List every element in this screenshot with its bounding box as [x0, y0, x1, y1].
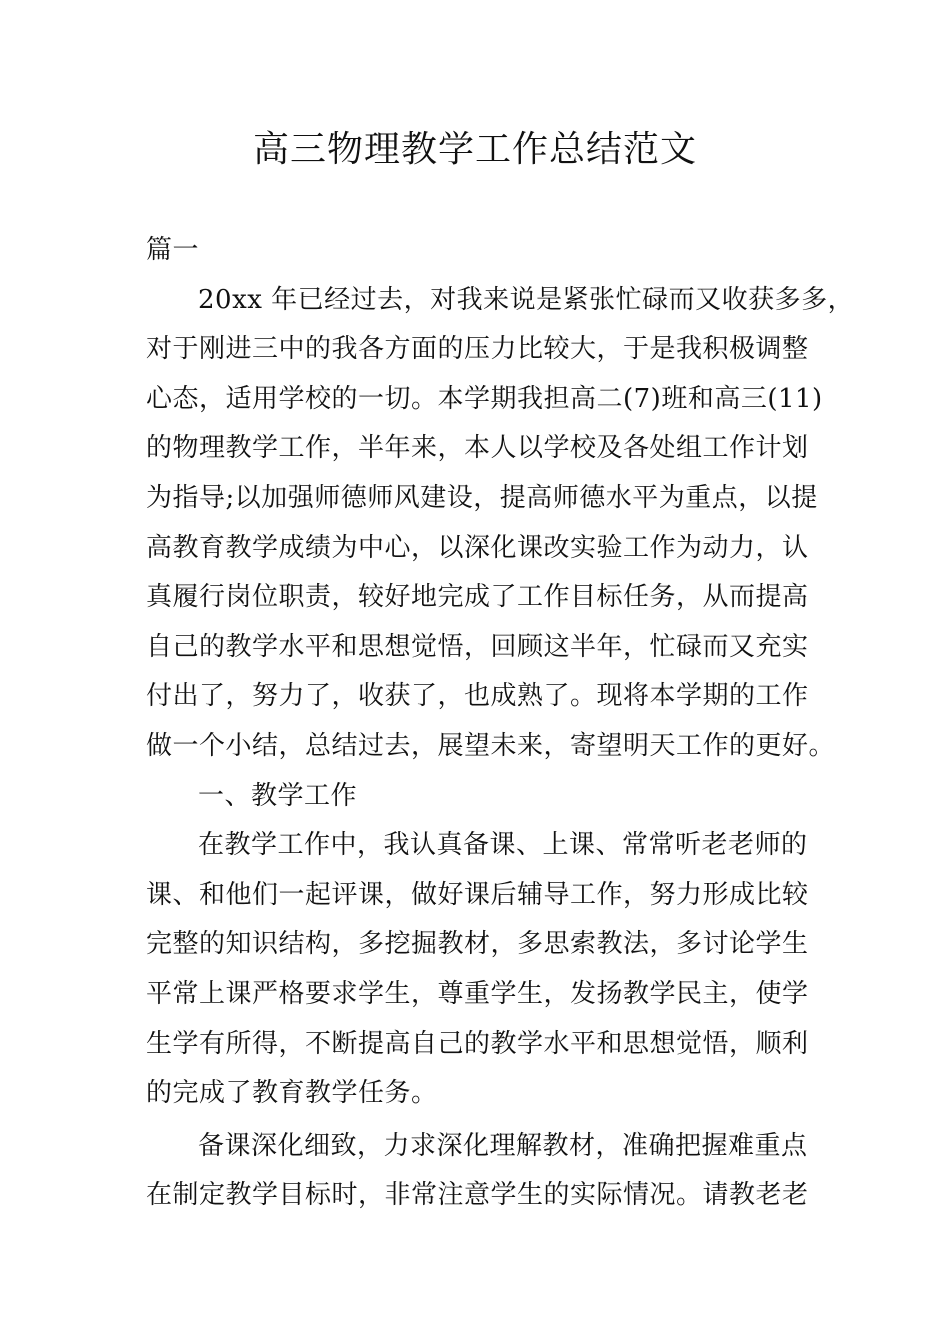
document-title: 高三物理教学工作总结范文	[252, 129, 697, 170]
paragraph-line: 自己的教学水平和思想觉悟，回顾这半年，忙碌而又充实	[146, 631, 809, 662]
paragraph-line: 在教学工作中，我认真备课、上课、常常听老老师的	[198, 830, 808, 861]
paragraph-line: 完整的知识结构，多挖掘教材，多思索教法，多讨论学生	[146, 929, 809, 960]
paragraph-line: 付出了，努力了，收获了，也成熟了。现将本学期的工作	[146, 681, 809, 712]
paragraph-line: 生学有所得，不断提高自己的教学水平和思想觉悟，顺利	[146, 1028, 809, 1059]
paragraph-line: 的物理教学工作，半年来，本人以学校及各处组工作计划	[146, 433, 809, 464]
section-label: 篇一	[146, 235, 200, 265]
paragraph-line: 在制定教学目标时，非常注意学生的实际情况。请教老老	[146, 1180, 809, 1211]
paragraph-line: 高教育教学成绩为中心，以深化课改实验工作为动力，认	[146, 532, 809, 563]
paragraph-line: 为指导;以加强师德师风建设，提高师德水平为重点，以提	[146, 482, 818, 513]
section-heading: 一、教学工作	[198, 780, 358, 811]
paragraph-line: 真履行岗位职责，较好地完成了工作目标任务，从而提高	[146, 582, 809, 613]
paragraph-1	[146, 276, 855, 772]
document-body	[146, 226, 855, 1221]
paragraph-3	[146, 1122, 826, 1221]
paragraph-line: 课、和他们一起评课，做好课后辅导工作，努力形成比较	[146, 879, 809, 910]
paragraph-line: 20xx 年已经过去，对我来说是紧张忙碌而又收获多多，	[198, 284, 855, 315]
paragraph-line: 对于刚进三中的我各方面的压力比较大，于是我积极调整	[146, 334, 809, 365]
paragraph-line: 做一个小结，总结过去，展望未来，寄望明天工作的更好。	[146, 730, 836, 761]
paragraph-line: 平常上课严格要求学生，尊重学生，发扬教学民主，使学	[146, 978, 809, 1009]
paragraph-line: 的完成了教育教学任务。	[146, 1078, 438, 1109]
paragraph-line: 备课深化细致，力求深化理解教材，准确把握难重点	[198, 1130, 808, 1161]
paragraph-2	[146, 821, 826, 1119]
paragraph-line: 心态，适用学校的一切。本学期我担高二(7)班和高三(11)	[146, 383, 823, 414]
